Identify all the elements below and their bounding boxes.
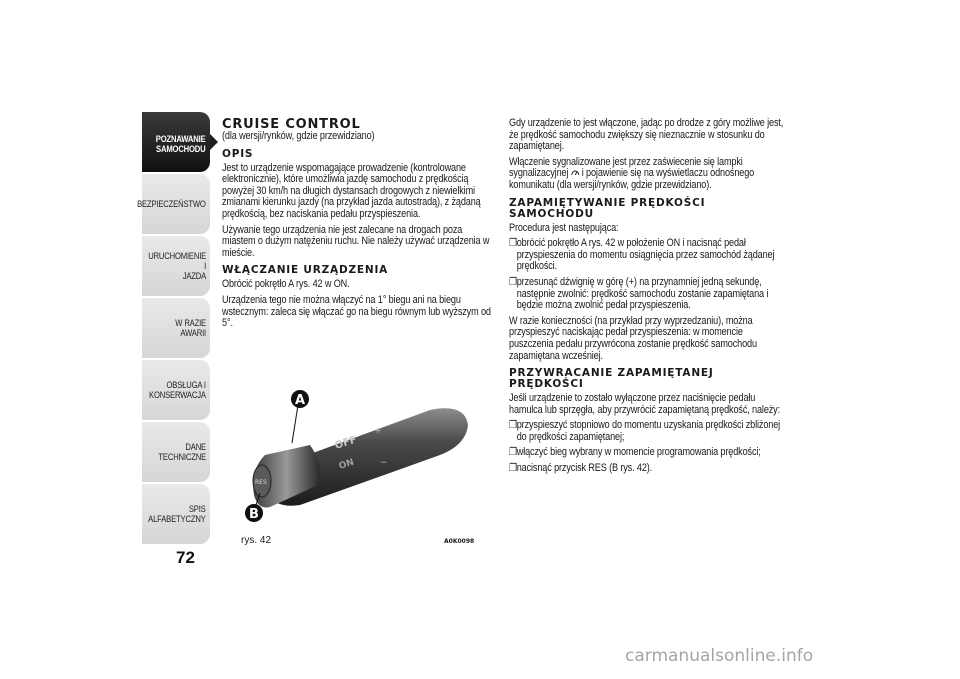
tab-dane-techniczne[interactable]: DANE TECHNICZNE [142,422,210,482]
stalk-illustration [240,385,476,545]
figure-caption: rys. 42 [241,535,272,546]
list-item: ❒obrócić pokrętło A rys. 42 w położenie ON i nacisnąć pedał przyspieszenia do momentu osiągnięcia przez samochód żądanej prędkości. [509,237,775,273]
tab-poznawanie-samochodu[interactable]: POZNAWANIE SAMOCHODU [142,112,210,172]
tab-spis-alfabetyczny[interactable]: SPIS ALFABETYCZNY [142,484,210,544]
callout-a-letter: A [295,393,306,408]
minus-label: − [380,458,388,468]
right-column [509,118,785,479]
tab-obsluga-i-konserwacja[interactable]: OBSŁUGA I KONSERWACJA [142,360,210,420]
paragraph: Jeśli urządzenie to zostało wyłączone przez naciśnięcie pedału hamulca lub sprzęgła, aby przywrócić zapamiętaną prędkość, należy: [509,392,781,416]
tab-w-razie-awarii[interactable]: W RAZIE AWARII [142,298,210,358]
section-heading-wlaczanie: WŁĄCZANIE URZĄDZENIA [222,264,389,277]
callout-b-letter: B [249,507,259,522]
paragraph: Urządzenia tego nie można włączyć na 1° biegu ani na biegu wstecznym: zaleca się włączać go na biegu równym lub wyższym od 5°. [222,293,491,330]
page-title: CRUISE CONTROL [222,117,361,132]
list-item: ❒przyspieszyć stopniowo do momentu uzyskania prędkości zbliżonej do prędkości zapamiętanej; [509,419,781,443]
plus-label: + [374,426,382,436]
list-item: ❒włączyć bieg wybrany w momencie programowania prędkości; [509,446,761,459]
paragraph: Gdy urządzenie to jest włączone, jadąc po drodze z góry możliwe jest, że prędkość samochodu zwiększy się nieznacznie w stosunku do zapamiętanej. [509,117,784,153]
paragraph: W razie konieczności (na przykład przy wyprzedzaniu), można przyspieszyć naciskając pedał przyspieszenia: w momencie puszczenia pedału przywrócona zostanie prędkość samochodu zapamiętana wcześniej. [509,314,757,362]
off-label: OFF [333,434,359,452]
page-number: 72 [176,548,195,567]
cruise-control-stalk-figure [240,385,476,545]
section-heading-przywracanie: PRZYWRACANIE ZAPAMIĘTANEJ PRĘDKOŚCI [509,367,714,391]
tab-uruchomienie-i-jazda[interactable]: URUCHOMIENIE I JAZDA [142,236,210,296]
figure-code: A0K0098 [444,538,475,545]
page-subtitle: (dla wersji/rynków, gdzie przewidziano) [222,130,375,142]
watermark: carmanualsonline.info [625,646,814,666]
section-heading-opis: OPIS [222,147,254,160]
list-item: ❒przesunąć dźwignię w górę (+) na przynamniej jedną sekundę, następnie zwolnić: prędkość samochodu zostanie zapamiętana i będzie można zwolnić pedał przyspieszenia. [509,275,769,312]
paragraph: Obrócić pokrętło A rys. 42 w ON. [222,278,350,291]
paragraph: Procedura jest następująca: [509,221,619,234]
section-heading-zapamietywanie: ZAPAMIĘTYWANIE PRĘDKOŚCI SAMOCHODU [509,196,706,220]
paragraph: Jest to urządzenie wspomagające prowadzenie (kontrolowane elektronicznie), które umożliwia jazdę samochodu z prędkością powyżej 30 km/h na długich dystansach drogowych z niewielkimi zmianami kierunku jazdy (na przykład jazda autostradą), z żądaną prędkością, bez naciskania pedału przyspieszenia. [222,161,481,220]
on-label: ON [337,457,356,472]
left-column [222,118,492,334]
cruise-control-warning-icon [571,169,580,177]
callout-a-line [292,405,298,443]
res-label: RES [255,479,267,486]
chapter-sidebar [137,112,210,546]
tab-bezpieczenstwo[interactable]: BEZPIECZEŃSTWO [142,174,210,234]
paragraph: Używanie tego urządzenia nie jest zalecane na drogach poza miastem o dużym natężeniu ruchu. Nie należy używać urządzenia w mieście. [222,223,490,259]
list-item: ❒nacisnąć przycisk RES (B rys. 42). [509,462,653,475]
paragraph: Włączenie sygnalizowane jest przez zaświecenie się lampki sygnalizacyjnej i pojawienie się na wyświetlaczu odnośnego komunikatu (dla wersji/rynków, gdzie przewidziano). [509,155,755,191]
